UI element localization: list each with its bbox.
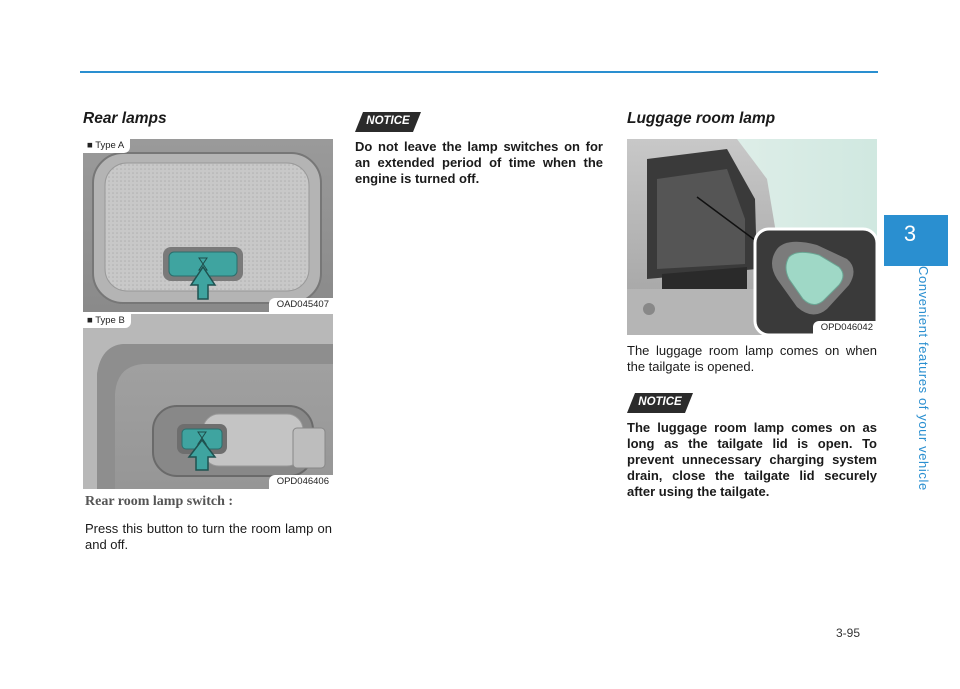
switch-text: Press this button to turn the room lamp on and off. [85, 521, 332, 552]
rear-lamps-heading: Rear lamps [83, 110, 167, 127]
notice-badge-text: NOTICE [366, 115, 410, 127]
chapter-title: Convenient features of your vehicle [916, 266, 931, 491]
notice-badge-text: NOTICE [638, 396, 682, 408]
luggage-code: OPD046042 [813, 321, 877, 335]
notice-badge-1 [355, 112, 421, 132]
notice-1-text: Do not leave the lamp switches on for an extended period of time when the engine is turned off. [355, 139, 603, 186]
luggage-body: The luggage room lamp comes on when the tailgate is opened. [627, 343, 877, 374]
type-b-figure [83, 314, 333, 489]
page-number: 3-95 [836, 626, 861, 640]
type-a-illustration [83, 139, 333, 312]
type-a-code: OAD045407 [269, 298, 333, 312]
luggage-illustration [627, 139, 877, 335]
type-a-figure [83, 139, 333, 312]
luggage-figure [627, 139, 877, 335]
notice-badge-2 [627, 393, 693, 413]
luggage-heading: Luggage room lamp [627, 110, 776, 127]
type-b-label: ■ Type B [83, 314, 131, 328]
type-b-illustration [83, 314, 333, 489]
top-rule [80, 71, 878, 73]
type-b-code: OPD046406 [269, 475, 333, 489]
switch-heading: Rear room lamp switch : [85, 494, 234, 509]
chapter-number: 3 [903, 221, 917, 246]
luggage-notice-text: The luggage room lamp comes on as long as the tailgate lid is open. To prevent unnecessary charging system drain, close the tailgate lid securely after using the tailgate. [627, 420, 877, 499]
type-a-label: ■ Type A [83, 139, 130, 153]
